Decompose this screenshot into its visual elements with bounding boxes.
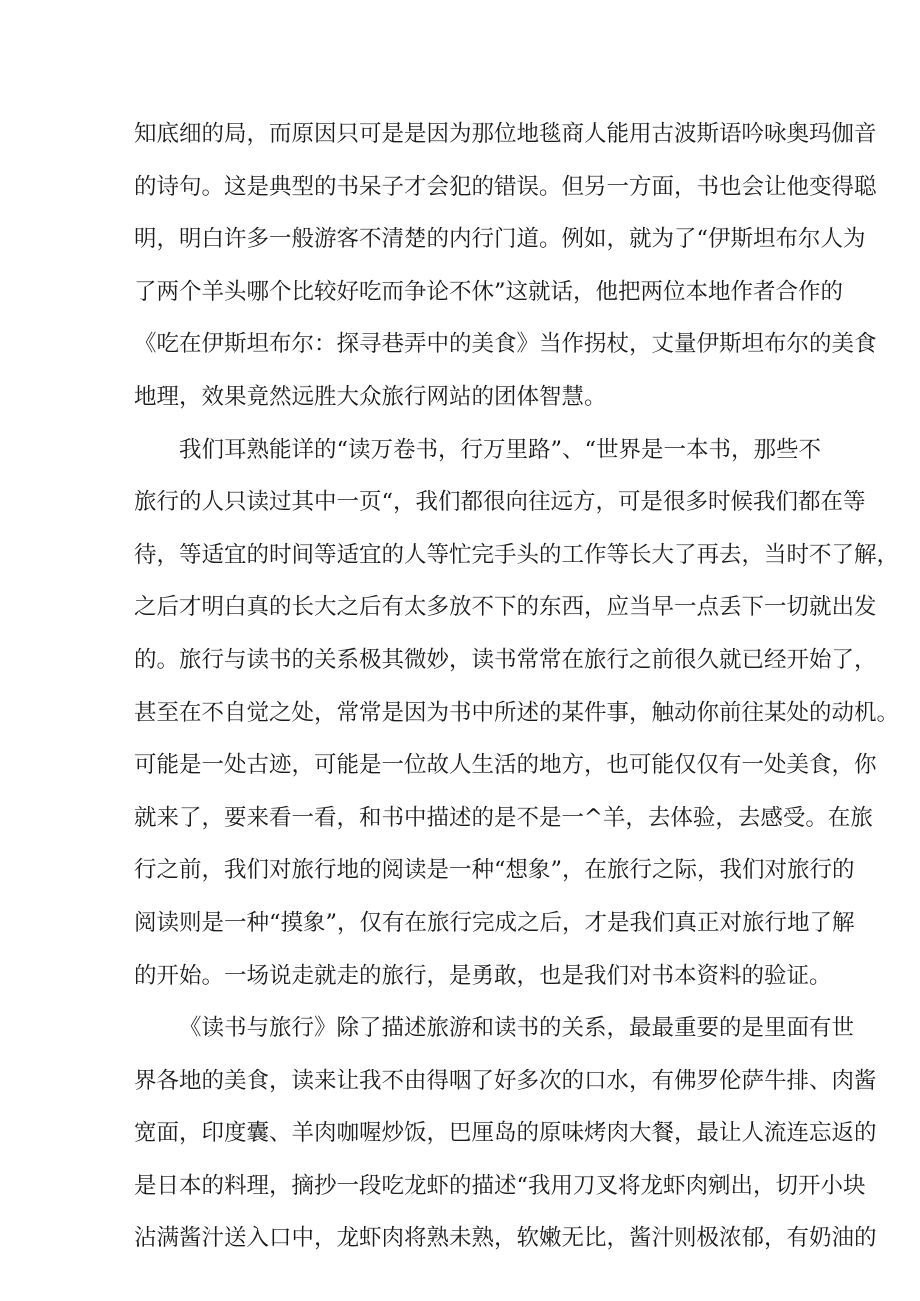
text-line: 宽面，印度囊、羊肉咖喔炒饭，巴厘岛的原味烤肉大餐，最让人流连忘返的 xyxy=(134,1120,877,1147)
text-line: 阅读则是一种“摸象”，仅有在旅行完成之后，才是我们真正对旅行地了解 xyxy=(134,909,855,936)
text-line: 地理，效果竟然远胜大众旅行网站的团体智慧。 xyxy=(134,383,607,410)
text-line: 的开始。一场说走就走的旅行，是勇敢，也是我们对书本资料的验证。 xyxy=(134,962,832,989)
text-line: 就来了，要来看一看，和书中描述的是不是一^羊，去体验，去感受。在旅 xyxy=(134,804,873,831)
paragraph-first-line: 我们耳熟能详的“读万卷书，行万里路”、“世界是一本书，那些不 xyxy=(179,436,822,463)
text-line: 可能是一处古迹，可能是一位故人生活的地方，也可能仅仅有一处美食，你 xyxy=(134,752,877,779)
text-line: 沾满酱汁送入口中，龙虾肉将熟未熟，软嫩无比，酱汁则极浓郁，有奶油的 xyxy=(134,1225,877,1252)
text-line: 的。旅行与读书的关系极其微妙，读书常常在旅行之前很久就已经开始了， xyxy=(134,646,877,673)
text-line: 待，等适宜的时间等适宜的人等忙完手头的工作等长大了再去，当时不了解， xyxy=(134,541,900,568)
text-line: 行之前，我们对旅行地的阅读是一种“想象”，在旅行之际，我们对旅行的 xyxy=(134,857,855,884)
paragraph-first-line: 《读书与旅行》除了描述旅游和读书的关系，最最重要的是里面有世 xyxy=(179,1015,855,1042)
text-line: 明，明白许多一般游客不清楚的内行门道。例如，就为了“伊斯坦布尔人为 xyxy=(134,226,866,253)
text-line: 知底细的局，而原因只可是是因为那位地毯商人能用古波斯语吟咏奥玛伽音 xyxy=(134,121,877,147)
text-line: 的诗句。这是典型的书呆子才会犯的错误。但另一方面，书也会让他变得聪 xyxy=(134,173,877,200)
text-line: 甚至在不自觉之处，常常是因为书中所述的某件事，触动你前往某处的动机。 xyxy=(134,699,900,726)
text-line: 了两个羊头哪个比较好吃而争论不休”这就话，他把两位本地作者合作的 xyxy=(134,278,844,305)
text-line: 界各地的美食，读来让我不由得咽了好多次的口水，有佛罗伦萨牛排、肉酱 xyxy=(134,1067,877,1094)
text-line: 之后才明白真的长大之后有太多放不下的东西，应当早一点丢下一切就出发 xyxy=(134,594,877,621)
text-line: 旅行的人只读过其中一页“，我们都很向往远方，可是很多时候我们都在等 xyxy=(134,489,866,516)
text-line: 《吃在伊斯坦布尔：探寻巷弄中的美食》当作拐杖，丈量伊斯坦布尔的美食 xyxy=(134,331,877,358)
document-body xyxy=(134,108,900,1265)
text-line: 是日本的料理，摘抄一段吃龙虾的描述“我用刀叉将龙虾肉剜出，切开小块 xyxy=(134,1172,866,1199)
